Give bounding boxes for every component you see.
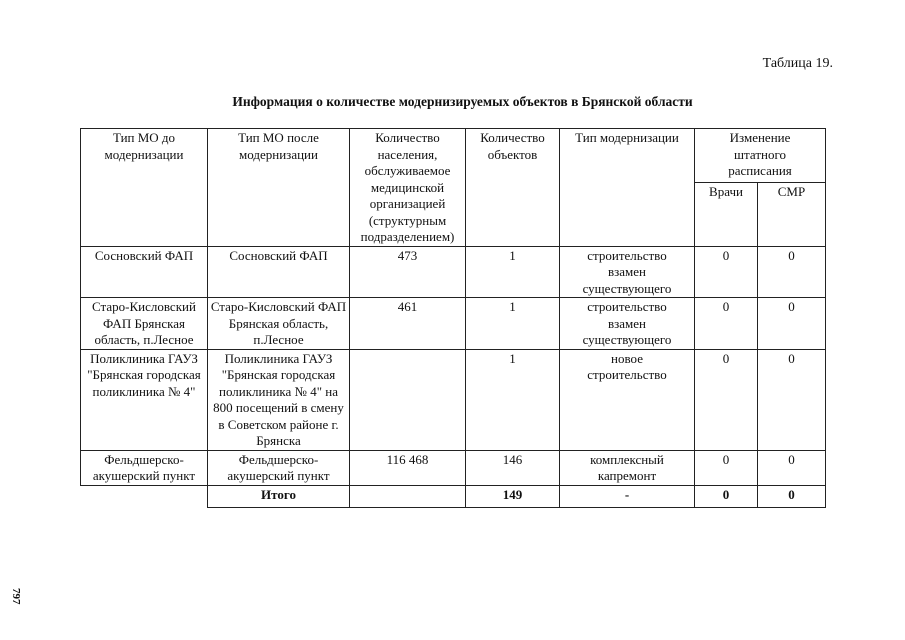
total-row — [81, 485, 826, 507]
cell-type-after: Старо-Кисловский ФАП Брянская область, п.Лесное — [208, 298, 350, 350]
cell-type-after: Сосновский ФАП — [208, 246, 350, 298]
cell-population: 116 468 — [350, 450, 466, 485]
header-type-after: Тип МО после модернизации — [208, 129, 350, 247]
total-population — [350, 485, 466, 507]
table-row — [81, 450, 826, 485]
total-smr: 0 — [758, 485, 826, 507]
header-objects: Количество объектов — [466, 129, 560, 247]
header-staff-change: Изменение штатного расписания — [695, 129, 826, 183]
table-row — [81, 298, 826, 350]
table-number: Таблица 19. — [762, 56, 833, 71]
header-type-before: Тип МО до модернизации — [81, 129, 208, 247]
cell-modernization-type: строительство взамен существующего — [560, 246, 695, 298]
cell-smr: 0 — [758, 246, 826, 298]
total-modernization-type: - — [560, 485, 695, 507]
cell-smr: 0 — [758, 298, 826, 350]
cell-type-before: Поликлиника ГАУЗ "Брянская городская поликлиника № 4" — [81, 349, 208, 450]
cell-type-before: Фельдшерско-акушерский пункт — [81, 450, 208, 485]
header-doctors: Врачи — [695, 182, 758, 246]
cell-objects: 146 — [466, 450, 560, 485]
cell-population: 473 — [350, 246, 466, 298]
table-row — [81, 349, 826, 450]
page-number: 797 — [10, 588, 22, 605]
table-row — [81, 246, 826, 298]
cell-objects: 1 — [466, 246, 560, 298]
header-smr: СМР — [758, 182, 826, 246]
cell-modernization-type: строительство взамен существующего — [560, 298, 695, 350]
document-title: Информация о количестве модернизируемых объектов в Брянской области — [232, 94, 693, 109]
cell-objects: 1 — [466, 298, 560, 350]
header-population: Количество населения, обслуживаемое медицинской организацией (структурным подразделением) — [350, 129, 466, 247]
cell-modernization-type: комплексный капремонт — [560, 450, 695, 485]
cell-doctors: 0 — [695, 298, 758, 350]
cell-type-before: Старо-Кисловский ФАП Брянская область, п.Лесное — [81, 298, 208, 350]
modernization-table — [80, 128, 826, 508]
total-blank-cell — [81, 485, 208, 507]
cell-population: 461 — [350, 298, 466, 350]
cell-doctors: 0 — [695, 246, 758, 298]
cell-type-after: Фельдшерско-акушерский пункт — [208, 450, 350, 485]
header-row — [81, 129, 826, 183]
cell-population — [350, 349, 466, 450]
cell-smr: 0 — [758, 349, 826, 450]
total-objects: 149 — [466, 485, 560, 507]
cell-type-before: Сосновский ФАП — [81, 246, 208, 298]
cell-doctors: 0 — [695, 450, 758, 485]
cell-objects: 1 — [466, 349, 560, 450]
total-doctors: 0 — [695, 485, 758, 507]
cell-modernization-type: новое строительство — [560, 349, 695, 450]
total-label: Итого — [208, 485, 350, 507]
cell-type-after: Поликлиника ГАУЗ "Брянская городская поликлиника № 4" на 800 посещений в смену в Советском районе г. Брянска — [208, 349, 350, 450]
cell-smr: 0 — [758, 450, 826, 485]
cell-doctors: 0 — [695, 349, 758, 450]
header-modernization-type: Тип модернизации — [560, 129, 695, 247]
